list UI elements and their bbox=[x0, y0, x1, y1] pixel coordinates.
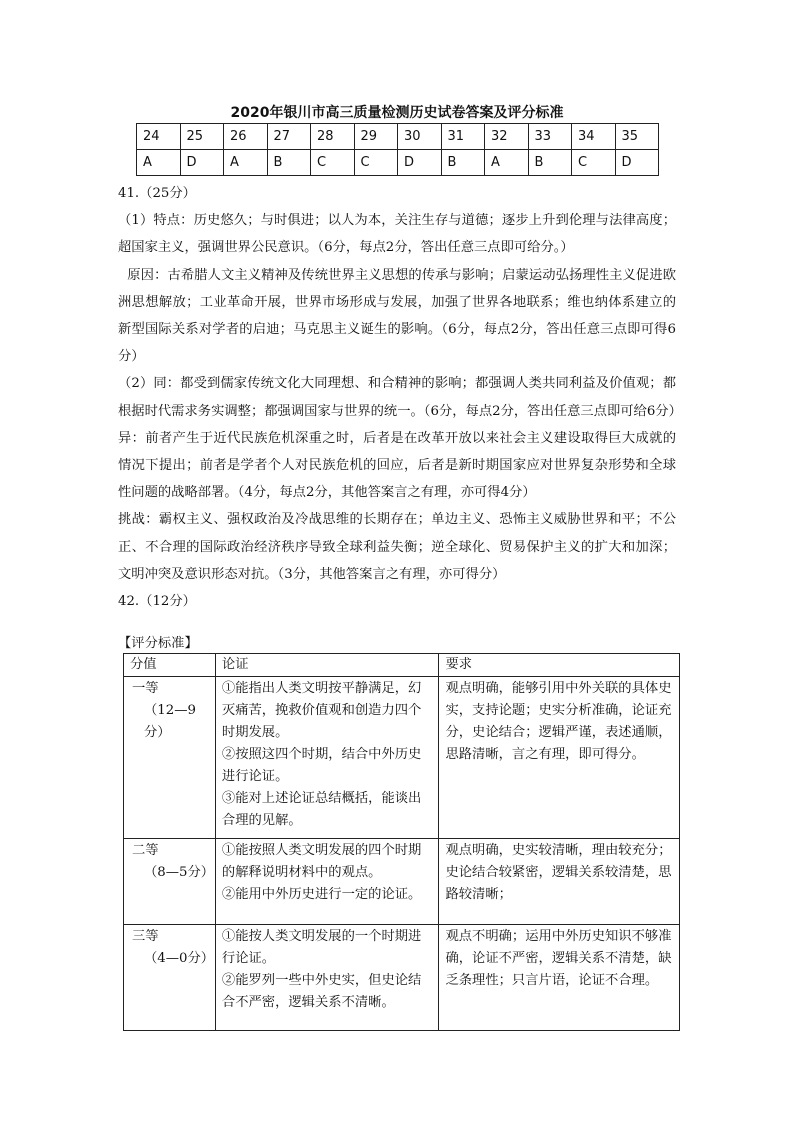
grade-range: （4—0分） bbox=[144, 951, 215, 966]
question-number: 25 bbox=[180, 124, 224, 150]
requirement-cell: 观点明确，史实较清晰，理由较充分；史论结合较紧密，逻辑关系较清楚，思路较清晰； bbox=[439, 839, 680, 925]
answer-key-table bbox=[136, 123, 659, 176]
answer-letter: C bbox=[572, 150, 616, 176]
question-42-heading: 42.（12分） bbox=[118, 594, 196, 610]
grade-name: 一等 bbox=[132, 681, 159, 696]
header-argument: 论证 bbox=[215, 654, 439, 677]
question-number: 28 bbox=[311, 124, 355, 150]
requirement-cell: 观点不明确；运用中外历史知识不够准确，论证不严密，逻辑关系不清楚，缺乏条理性；只言片语，论证不合理。 bbox=[439, 925, 680, 1031]
answer-letter: C bbox=[354, 150, 398, 176]
requirement-cell: 观点明确，能够引用中外关联的具体史实，支持论题；史实分析准确，论证充分，史论结合；逻辑严谨，表述通顺，思路清晰，言之有理，即可得分。 bbox=[439, 677, 680, 839]
question-number: 31 bbox=[441, 124, 485, 150]
q41-part2-similarities: （2）同：都受到儒家传统文化大同理想、和合精神的影响；都强调人类共同利益及价值观；都根据时代需求务实调整；都强调国家与世界的统一。（6分，每点2分，答出任意三点即可给6分） bbox=[118, 376, 682, 419]
question-number: 33 bbox=[528, 124, 572, 150]
answer-letter: D bbox=[615, 150, 659, 176]
question-number: 32 bbox=[485, 124, 529, 150]
grade-range: （8—5分） bbox=[144, 865, 215, 880]
header-score: 分值 bbox=[124, 654, 216, 677]
grade-range: （12—9分） bbox=[144, 703, 196, 740]
argument-cell bbox=[215, 677, 439, 839]
criteria-row-third bbox=[124, 925, 680, 1031]
grade-name: 三等 bbox=[132, 929, 159, 944]
answer-letter: A bbox=[224, 150, 268, 176]
criteria-row-first bbox=[124, 677, 680, 839]
answer-letter: B bbox=[528, 150, 572, 176]
argument-cell bbox=[215, 839, 439, 925]
argument-cell bbox=[215, 925, 439, 1031]
header-requirement: 要求 bbox=[439, 654, 680, 677]
criteria-header-row bbox=[124, 654, 680, 677]
argument-point: ①能按人类文明发展的一个时期进行论证。 bbox=[221, 929, 422, 966]
argument-point: ①能指出人类文明按平静满足，幻灭痛苦，挽救价值观和创造力四个时期发展。 bbox=[221, 681, 422, 740]
answer-letter: C bbox=[311, 150, 355, 176]
answer-letter: D bbox=[398, 150, 442, 176]
grade-cell bbox=[124, 839, 216, 925]
question-number: 24 bbox=[137, 124, 181, 150]
answer-letter: A bbox=[485, 150, 529, 176]
question-number: 35 bbox=[615, 124, 659, 150]
question-41-heading: 41.（25分） bbox=[118, 186, 196, 201]
q41-part2-differences: 异：前者产生于近代民族危机深重之时，后者是在改革开放以来社会主义建设取得巨大成就的情况下提出；前者是学者个人对民族危机的回应，后者是新时期国家应对世界复杂形势和全球性问题的战略部署。（4分，每点2分，其他答案言之有理，亦可得4分） bbox=[118, 430, 676, 501]
argument-point: ②按照这四个时期，结合中外历史进行论证。 bbox=[221, 747, 422, 784]
argument-point: ①能按照人类文明发展的四个时期的解释说明材料中的观点。 bbox=[221, 843, 422, 880]
question-number: 26 bbox=[224, 124, 268, 150]
grade-cell bbox=[124, 925, 216, 1031]
answer-letter-row bbox=[137, 150, 659, 176]
question-number: 27 bbox=[267, 124, 311, 150]
argument-point: ②能罗列一些中外史实，但史论结合不严密，逻辑关系不清晰。 bbox=[221, 973, 422, 1010]
q41-part1-features: （1）特点：历史悠久；与时俱进；以人为本，关注生存与道德；逐步上升到伦理与法律高度；超国家主义，强调世界公民意识。（6分，每点2分，答出任意三点即可给分。） bbox=[118, 213, 676, 256]
argument-point: ③能对上述论证总结概括，能谈出合理的见解。 bbox=[221, 791, 422, 828]
q41-part2-challenges: 挑战：霸权主义、强权政治及冷战思维的长期存在；单边主义、恐怖主义威胁世界和平；不公正、不合理的国际政治经济秩序导致全球利益失衡；逆全球化、贸易保护主义的扩大和加深；文明冲突及意识形态对抗。（3分，其他答案言之有理，亦可得分） bbox=[118, 512, 676, 582]
argument-point: ②能用中外历史进行一定的论证。 bbox=[221, 887, 422, 902]
page-title: 2020年银川市高三质量检测历史试卷答案及评分标准 bbox=[230, 105, 564, 121]
grade-name: 二等 bbox=[132, 843, 159, 858]
question-number: 29 bbox=[354, 124, 398, 150]
answer-letter: A bbox=[137, 150, 181, 176]
criteria-row-second bbox=[124, 839, 680, 925]
answer-number-row bbox=[137, 124, 659, 150]
grading-criteria-table bbox=[123, 653, 680, 1031]
question-41-section bbox=[118, 180, 682, 615]
answer-letter: D bbox=[180, 150, 224, 176]
answer-letter: B bbox=[267, 150, 311, 176]
criteria-label: 【评分标准】 bbox=[118, 636, 198, 651]
question-number: 34 bbox=[572, 124, 616, 150]
question-number: 30 bbox=[398, 124, 442, 150]
q41-part1-reasons: 原因：古希腊人文主义精神及传统世界主义思想的传承与影响；启蒙运动弘扬理性主义促进欧洲思想解放；工业革命开展，世界市场形成与发展，加强了世界各地联系；维也纳体系建立的新型国际关系对学者的启迪；马克思主义诞生的影响。（6分，每点2分，答出任意三点即可得6分） bbox=[118, 267, 676, 365]
grade-cell bbox=[124, 677, 216, 839]
answer-letter: B bbox=[441, 150, 485, 176]
